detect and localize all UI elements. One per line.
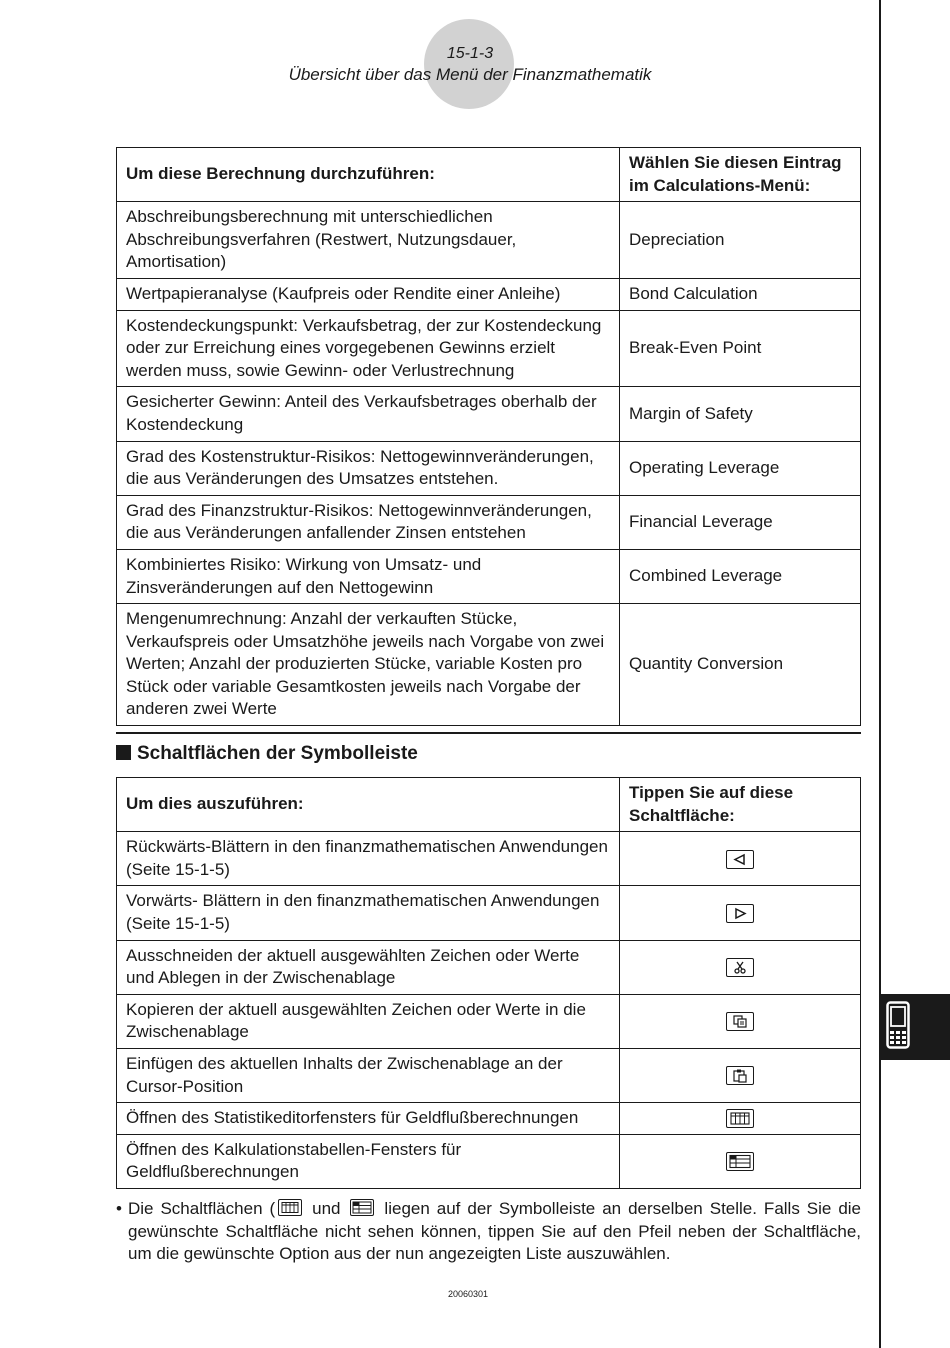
- table-header-row: [117, 148, 861, 202]
- row-description: Kopieren der aktuell ausgewählten Zeichen oder Werte in die Zwischenablage: [117, 994, 620, 1048]
- button-cell: [620, 886, 861, 940]
- button-cell: [620, 832, 861, 886]
- table-header-row: [117, 778, 861, 832]
- note-text-part-2: und: [305, 1199, 348, 1218]
- row-description: Gesicherter Gewinn: Anteil des Verkaufsbetrages oberhalb der Kostendeckung: [117, 387, 620, 441]
- note-text-part-3: liegen auf der Symbolleiste an derselben Stelle. Falls Sie die gewünschte Schaltfläche nicht sehen können, tippen Sie auf den Pfeil neben der Schaltfläche, um die gewünschte Option aus der nun angezeigten Liste auszuwählen.: [128, 1199, 862, 1264]
- menu-item-margin-of-safety: Margin of Safety: [620, 387, 861, 441]
- spreadsheet-inline-icon: [350, 1199, 374, 1216]
- row-description: Mengenumrechnung: Anzahl der verkauften Stücke, Verkaufspreis oder Umsatzhöhe jeweils nach Vorgabe von zwei Werten; Anzahl der produzierten Stücke, variable Kosten pro Stück oder variable Gesamtkosten jeweils nach Vorgabe der anderen zwei Werte: [117, 604, 620, 726]
- row-description: Einfügen des aktuellen Inhalts der Zwischenablage an der Cursor-Position: [117, 1048, 620, 1102]
- menu-item-depreciation: Depreciation: [620, 202, 861, 279]
- table-row: [117, 549, 861, 603]
- button-cell: [620, 1103, 861, 1135]
- row-description: Grad des Finanzstruktur-Risikos: Nettogewinnveränderungen, die aus Veränderungen anfallender Zinsen entstehen: [117, 495, 620, 549]
- cut-icon[interactable]: [726, 958, 754, 977]
- menu-item-quantity-conversion: Quantity Conversion: [620, 604, 861, 726]
- row-description: Grad des Kostenstruktur-Risikos: Nettogewinnveränderungen, die aus Veränderungen des Umsatzes entstehen.: [117, 441, 620, 495]
- footer-code: 20060301: [447, 1289, 489, 1299]
- column-header-task: Um diese Berechnung durchzuführen:: [117, 148, 620, 202]
- table-row: [117, 1134, 861, 1188]
- button-cell: [620, 994, 861, 1048]
- table-row: [117, 495, 861, 549]
- page-number: 15-1-3: [446, 45, 494, 62]
- table-row: [117, 202, 861, 279]
- table-row: [117, 994, 861, 1048]
- row-description: Abschreibungsberechnung mit unterschiedlichen Abschreibungsverfahren (Restwert, Nutzungsdauer, Amortisation): [117, 202, 620, 279]
- chapter-side-tab: [881, 994, 950, 1060]
- section-rule: [116, 732, 861, 734]
- stat-editor-icon[interactable]: [726, 1109, 754, 1128]
- copy-icon[interactable]: [726, 1012, 754, 1031]
- section-heading: [116, 743, 418, 765]
- section-heading-text: Schaltflächen der Symbolleiste: [137, 743, 418, 764]
- table-row: [117, 832, 861, 886]
- menu-item-break-even-point: Break-Even Point: [620, 310, 861, 387]
- spreadsheet-icon[interactable]: [726, 1152, 754, 1171]
- table-row: [117, 310, 861, 387]
- calculations-table: [116, 147, 861, 726]
- note-text: [128, 1198, 861, 1266]
- paste-icon[interactable]: [726, 1066, 754, 1085]
- calculator-icon: [886, 1001, 910, 1049]
- square-bullet-icon: [116, 745, 131, 760]
- table-row: [117, 387, 861, 441]
- bullet: •: [116, 1199, 122, 1218]
- button-cell: [620, 940, 861, 994]
- stat-editor-inline-icon: [278, 1199, 302, 1216]
- table-row: [117, 886, 861, 940]
- page-title: Übersicht über das Menü der Finanzmathematik: [288, 65, 652, 84]
- page-number-circle: [424, 19, 514, 109]
- table-row: [117, 940, 861, 994]
- row-description: Rückwärts-Blättern in den finanzmathematischen Anwendungen (Seite 15-1-5): [117, 832, 620, 886]
- scroll-back-icon[interactable]: [726, 850, 754, 869]
- note-text-part-1: Die Schaltflächen (: [128, 1199, 276, 1218]
- row-description: Vorwärts- Blättern in den finanzmathematischen Anwendungen (Seite 15-1-5): [117, 886, 620, 940]
- table-row: [117, 1048, 861, 1102]
- column-header-menu-item: Wählen Sie diesen Eintrag im Calculations-Menü:: [620, 148, 861, 202]
- row-description: Kombiniertes Risiko: Wirkung von Umsatz- und Zinsveränderungen auf den Nettogewinn: [117, 549, 620, 603]
- button-cell: [620, 1048, 861, 1102]
- scroll-forward-icon[interactable]: [726, 904, 754, 923]
- row-description: Wertpapieranalyse (Kaufpreis oder Rendite einer Anleihe): [117, 278, 620, 310]
- column-header-button: Tippen Sie auf diese Schaltfläche:: [620, 778, 861, 832]
- menu-item-operating-leverage: Operating Leverage: [620, 441, 861, 495]
- table-row: [117, 604, 861, 726]
- bullet-note: [116, 1198, 861, 1266]
- row-description: Öffnen des Statistikeditorfensters für Geldflußberechnungen: [117, 1103, 620, 1135]
- table-row: [117, 441, 861, 495]
- row-description: Ausschneiden der aktuell ausgewählten Zeichen oder Werte und Ablegen in der Zwischenablage: [117, 940, 620, 994]
- row-description: Kostendeckungspunkt: Verkaufsbetrag, der zur Kostendeckung oder zur Erreichung eines vorgegebenen Gewinns erzielt werden muss, sowie Gewinn- oder Verlustrechnung: [117, 310, 620, 387]
- table-row: [117, 278, 861, 310]
- menu-item-combined-leverage: Combined Leverage: [620, 549, 861, 603]
- menu-item-bond-calculation: Bond Calculation: [620, 278, 861, 310]
- table-row: [117, 1103, 861, 1135]
- toolbar-buttons-table: [116, 777, 861, 1189]
- row-description: Öffnen des Kalkulationstabellen-Fensters für Geldflußberechnungen: [117, 1134, 620, 1188]
- button-cell: [620, 1134, 861, 1188]
- menu-item-financial-leverage: Financial Leverage: [620, 495, 861, 549]
- right-margin-rule: [879, 0, 881, 1348]
- column-header-action: Um dies auszuführen:: [117, 778, 620, 832]
